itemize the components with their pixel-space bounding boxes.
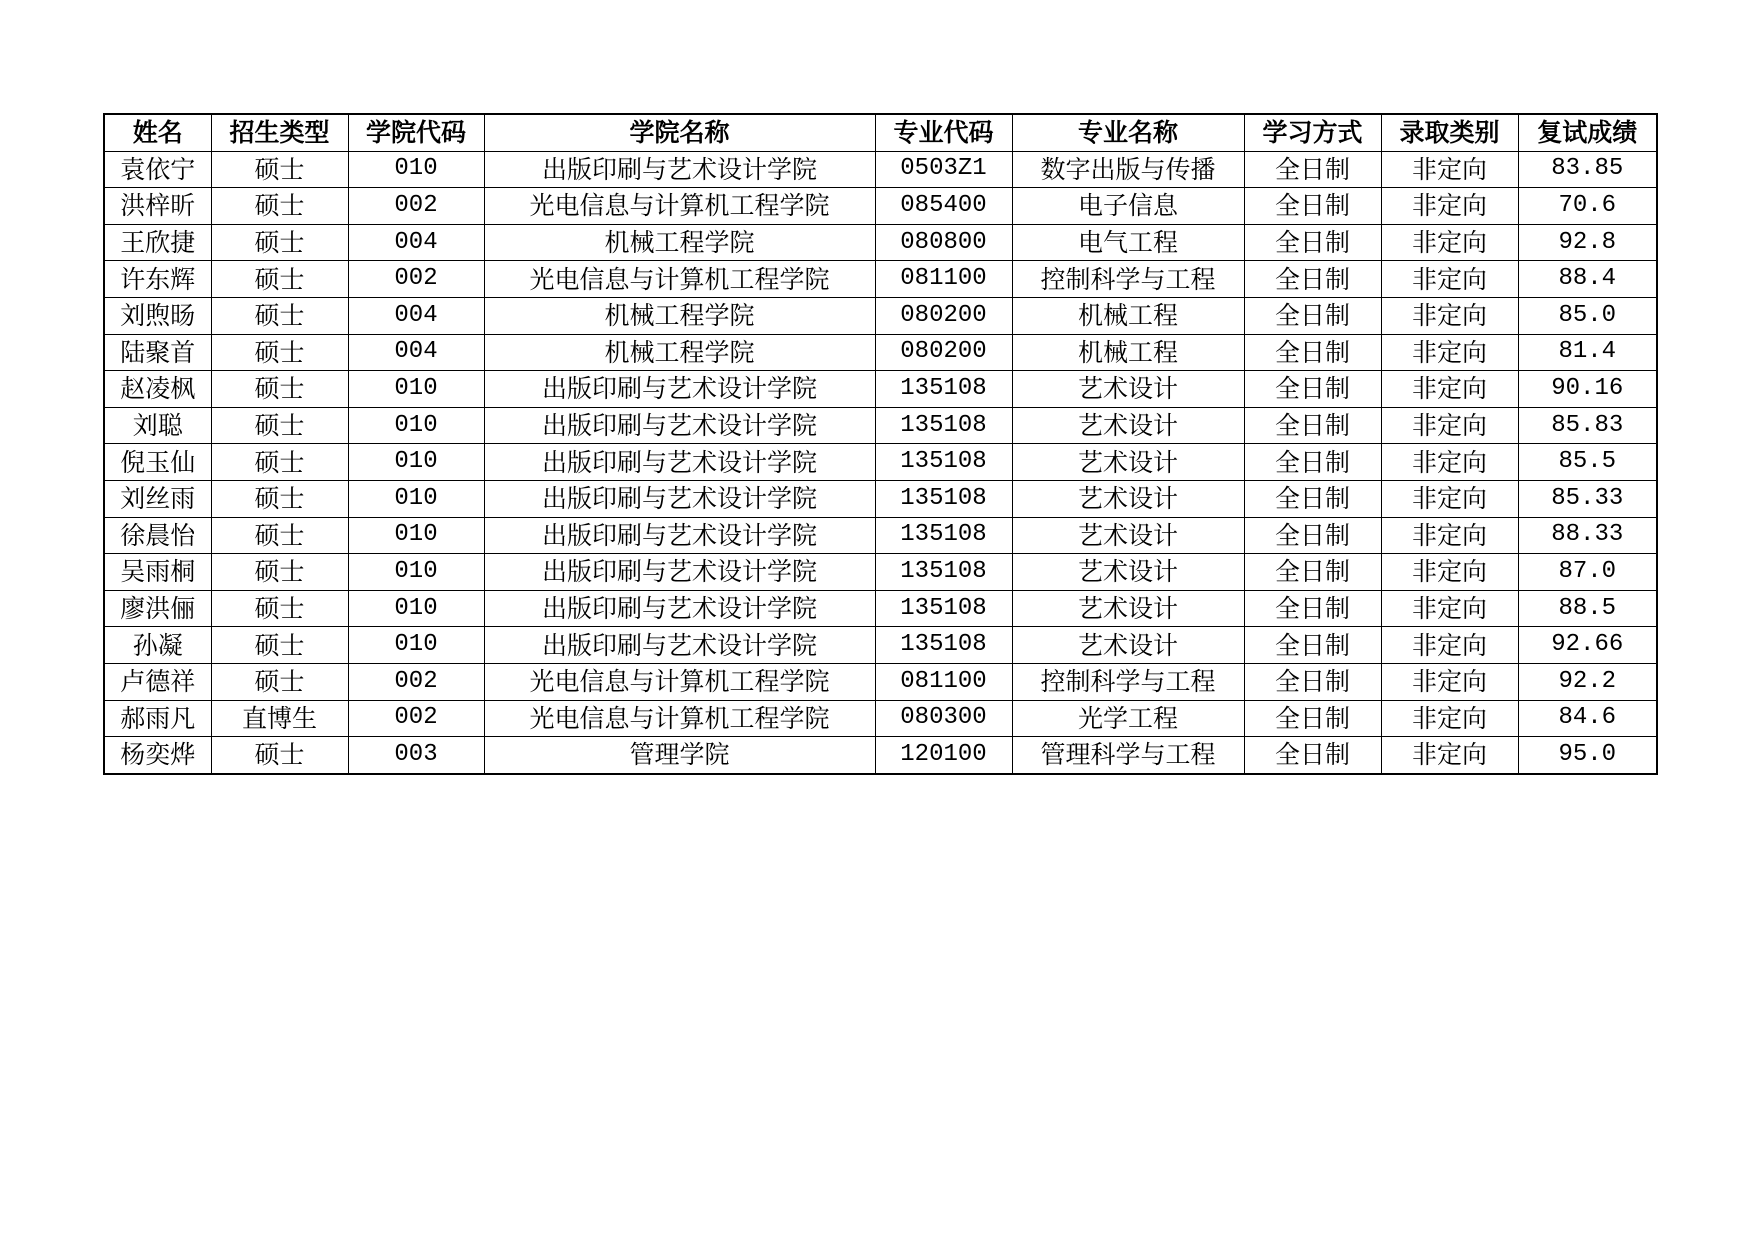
retest-score-cell: 88.5 — [1518, 590, 1657, 627]
study-mode-cell: 全日制 — [1244, 663, 1381, 700]
college-name-cell: 光电信息与计算机工程学院 — [484, 663, 875, 700]
enrollment-type-cell: 硕士 — [211, 151, 348, 188]
table-header-row — [104, 114, 1657, 151]
admission-category-cell: 非定向 — [1381, 188, 1518, 225]
study-mode-cell: 全日制 — [1244, 737, 1381, 774]
major-name-cell: 艺术设计 — [1012, 517, 1244, 554]
college-name-cell: 出版印刷与艺术设计学院 — [484, 480, 875, 517]
major-code-cell: 0503Z1 — [875, 151, 1012, 188]
college-code-cell: 010 — [348, 371, 484, 408]
retest-score-cell: 95.0 — [1518, 737, 1657, 774]
major-name-cell: 控制科学与工程 — [1012, 261, 1244, 298]
study-mode-cell: 全日制 — [1244, 261, 1381, 298]
enrollment-type-cell: 直博生 — [211, 700, 348, 737]
college-name-cell: 出版印刷与艺术设计学院 — [484, 517, 875, 554]
major-name-cell: 艺术设计 — [1012, 554, 1244, 591]
study-mode-cell: 全日制 — [1244, 297, 1381, 334]
college-name-cell: 机械工程学院 — [484, 297, 875, 334]
study-mode-cell: 全日制 — [1244, 188, 1381, 225]
college-name-cell: 机械工程学院 — [484, 334, 875, 371]
major-name-cell: 艺术设计 — [1012, 627, 1244, 664]
major-name-cell: 机械工程 — [1012, 334, 1244, 371]
table-row — [104, 224, 1657, 261]
enrollment-type-cell: 硕士 — [211, 407, 348, 444]
table-row — [104, 554, 1657, 591]
header-college-name: 学院名称 — [484, 114, 875, 151]
table-row — [104, 297, 1657, 334]
table-body — [104, 151, 1657, 774]
name-cell: 廖洪俪 — [104, 590, 211, 627]
college-code-cell: 010 — [348, 444, 484, 481]
name-cell: 刘丝雨 — [104, 480, 211, 517]
enrollment-type-cell: 硕士 — [211, 188, 348, 225]
college-code-cell: 010 — [348, 517, 484, 554]
enrollment-type-cell: 硕士 — [211, 554, 348, 591]
major-name-cell: 光学工程 — [1012, 700, 1244, 737]
major-code-cell: 080200 — [875, 297, 1012, 334]
retest-score-cell: 92.2 — [1518, 663, 1657, 700]
enrollment-type-cell: 硕士 — [211, 480, 348, 517]
major-code-cell: 135108 — [875, 554, 1012, 591]
major-name-cell: 控制科学与工程 — [1012, 663, 1244, 700]
admission-category-cell: 非定向 — [1381, 297, 1518, 334]
college-name-cell: 出版印刷与艺术设计学院 — [484, 627, 875, 664]
college-code-cell: 010 — [348, 554, 484, 591]
admission-category-cell: 非定向 — [1381, 590, 1518, 627]
study-mode-cell: 全日制 — [1244, 151, 1381, 188]
college-code-cell: 002 — [348, 188, 484, 225]
name-cell: 赵凌枫 — [104, 371, 211, 408]
enrollment-type-cell: 硕士 — [211, 737, 348, 774]
retest-score-cell: 90.16 — [1518, 371, 1657, 408]
table-row — [104, 334, 1657, 371]
retest-score-cell: 92.66 — [1518, 627, 1657, 664]
admission-category-cell: 非定向 — [1381, 334, 1518, 371]
study-mode-cell: 全日制 — [1244, 334, 1381, 371]
study-mode-cell: 全日制 — [1244, 480, 1381, 517]
college-name-cell: 出版印刷与艺术设计学院 — [484, 444, 875, 481]
name-cell: 洪梓昕 — [104, 188, 211, 225]
header-enrollment-type: 招生类型 — [211, 114, 348, 151]
name-cell: 陆聚首 — [104, 334, 211, 371]
college-name-cell: 出版印刷与艺术设计学院 — [484, 151, 875, 188]
admission-category-cell: 非定向 — [1381, 371, 1518, 408]
study-mode-cell: 全日制 — [1244, 407, 1381, 444]
major-code-cell: 080200 — [875, 334, 1012, 371]
study-mode-cell: 全日制 — [1244, 444, 1381, 481]
admission-category-cell: 非定向 — [1381, 444, 1518, 481]
college-name-cell: 机械工程学院 — [484, 224, 875, 261]
admission-table — [103, 113, 1658, 775]
major-code-cell: 080300 — [875, 700, 1012, 737]
major-name-cell: 艺术设计 — [1012, 480, 1244, 517]
major-name-cell: 机械工程 — [1012, 297, 1244, 334]
college-code-cell: 004 — [348, 224, 484, 261]
enrollment-type-cell: 硕士 — [211, 371, 348, 408]
retest-score-cell: 85.33 — [1518, 480, 1657, 517]
retest-score-cell: 85.0 — [1518, 297, 1657, 334]
retest-score-cell: 81.4 — [1518, 334, 1657, 371]
header-college-code: 学院代码 — [348, 114, 484, 151]
admission-category-cell: 非定向 — [1381, 700, 1518, 737]
major-name-cell: 管理科学与工程 — [1012, 737, 1244, 774]
study-mode-cell: 全日制 — [1244, 700, 1381, 737]
admission-category-cell: 非定向 — [1381, 737, 1518, 774]
major-code-cell: 135108 — [875, 480, 1012, 517]
major-name-cell: 数字出版与传播 — [1012, 151, 1244, 188]
college-name-cell: 管理学院 — [484, 737, 875, 774]
name-cell: 孙凝 — [104, 627, 211, 664]
name-cell: 袁依宁 — [104, 151, 211, 188]
study-mode-cell: 全日制 — [1244, 554, 1381, 591]
table-row — [104, 737, 1657, 774]
study-mode-cell: 全日制 — [1244, 590, 1381, 627]
major-code-cell: 080800 — [875, 224, 1012, 261]
name-cell: 王欣捷 — [104, 224, 211, 261]
admission-category-cell: 非定向 — [1381, 480, 1518, 517]
table-row — [104, 700, 1657, 737]
admission-category-cell: 非定向 — [1381, 224, 1518, 261]
major-code-cell: 135108 — [875, 407, 1012, 444]
header-study-mode: 学习方式 — [1244, 114, 1381, 151]
college-name-cell: 出版印刷与艺术设计学院 — [484, 590, 875, 627]
table-row — [104, 151, 1657, 188]
name-cell: 倪玉仙 — [104, 444, 211, 481]
major-code-cell: 081100 — [875, 663, 1012, 700]
header-major-code: 专业代码 — [875, 114, 1012, 151]
retest-score-cell: 70.6 — [1518, 188, 1657, 225]
admission-category-cell: 非定向 — [1381, 627, 1518, 664]
college-name-cell: 光电信息与计算机工程学院 — [484, 261, 875, 298]
name-cell: 吴雨桐 — [104, 554, 211, 591]
major-code-cell: 081100 — [875, 261, 1012, 298]
college-code-cell: 004 — [348, 334, 484, 371]
admission-category-cell: 非定向 — [1381, 663, 1518, 700]
table-row — [104, 407, 1657, 444]
name-cell: 徐晨怡 — [104, 517, 211, 554]
enrollment-type-cell: 硕士 — [211, 663, 348, 700]
major-name-cell: 艺术设计 — [1012, 371, 1244, 408]
admission-category-cell: 非定向 — [1381, 554, 1518, 591]
header-major-name: 专业名称 — [1012, 114, 1244, 151]
major-code-cell: 135108 — [875, 371, 1012, 408]
enrollment-type-cell: 硕士 — [211, 444, 348, 481]
retest-score-cell: 85.5 — [1518, 444, 1657, 481]
table-row — [104, 371, 1657, 408]
college-code-cell: 010 — [348, 590, 484, 627]
college-code-cell: 003 — [348, 737, 484, 774]
name-cell: 刘煦旸 — [104, 297, 211, 334]
table-row — [104, 517, 1657, 554]
study-mode-cell: 全日制 — [1244, 517, 1381, 554]
name-cell: 许东辉 — [104, 261, 211, 298]
college-name-cell: 出版印刷与艺术设计学院 — [484, 554, 875, 591]
college-name-cell: 出版印刷与艺术设计学院 — [484, 407, 875, 444]
college-name-cell: 光电信息与计算机工程学院 — [484, 700, 875, 737]
college-code-cell: 010 — [348, 407, 484, 444]
college-name-cell: 出版印刷与艺术设计学院 — [484, 371, 875, 408]
study-mode-cell: 全日制 — [1244, 371, 1381, 408]
enrollment-type-cell: 硕士 — [211, 590, 348, 627]
retest-score-cell: 85.83 — [1518, 407, 1657, 444]
major-code-cell: 135108 — [875, 444, 1012, 481]
college-code-cell: 004 — [348, 297, 484, 334]
college-code-cell: 010 — [348, 151, 484, 188]
college-code-cell: 002 — [348, 261, 484, 298]
major-code-cell: 120100 — [875, 737, 1012, 774]
college-code-cell: 010 — [348, 627, 484, 664]
retest-score-cell: 92.8 — [1518, 224, 1657, 261]
header-admission-category: 录取类别 — [1381, 114, 1518, 151]
table-row — [104, 261, 1657, 298]
college-name-cell: 光电信息与计算机工程学院 — [484, 188, 875, 225]
major-name-cell: 艺术设计 — [1012, 590, 1244, 627]
header-name: 姓名 — [104, 114, 211, 151]
admission-category-cell: 非定向 — [1381, 261, 1518, 298]
admission-list-sheet — [103, 113, 1656, 775]
enrollment-type-cell: 硕士 — [211, 517, 348, 554]
major-code-cell: 135108 — [875, 590, 1012, 627]
table-row — [104, 627, 1657, 664]
college-code-cell: 002 — [348, 663, 484, 700]
enrollment-type-cell: 硕士 — [211, 627, 348, 664]
study-mode-cell: 全日制 — [1244, 627, 1381, 664]
admission-category-cell: 非定向 — [1381, 517, 1518, 554]
major-name-cell: 电子信息 — [1012, 188, 1244, 225]
header-retest-score: 复试成绩 — [1518, 114, 1657, 151]
table-row — [104, 590, 1657, 627]
name-cell: 杨奕烨 — [104, 737, 211, 774]
name-cell: 郝雨凡 — [104, 700, 211, 737]
admission-category-cell: 非定向 — [1381, 151, 1518, 188]
name-cell: 卢德祥 — [104, 663, 211, 700]
retest-score-cell: 84.6 — [1518, 700, 1657, 737]
admission-category-cell: 非定向 — [1381, 407, 1518, 444]
major-code-cell: 135108 — [875, 627, 1012, 664]
retest-score-cell: 88.4 — [1518, 261, 1657, 298]
retest-score-cell: 83.85 — [1518, 151, 1657, 188]
name-cell: 刘聪 — [104, 407, 211, 444]
enrollment-type-cell: 硕士 — [211, 297, 348, 334]
retest-score-cell: 87.0 — [1518, 554, 1657, 591]
retest-score-cell: 88.33 — [1518, 517, 1657, 554]
study-mode-cell: 全日制 — [1244, 224, 1381, 261]
table-row — [104, 663, 1657, 700]
major-code-cell: 085400 — [875, 188, 1012, 225]
enrollment-type-cell: 硕士 — [211, 261, 348, 298]
enrollment-type-cell: 硕士 — [211, 224, 348, 261]
table-row — [104, 188, 1657, 225]
major-code-cell: 135108 — [875, 517, 1012, 554]
major-name-cell: 电气工程 — [1012, 224, 1244, 261]
major-name-cell: 艺术设计 — [1012, 444, 1244, 481]
college-code-cell: 010 — [348, 480, 484, 517]
table-row — [104, 444, 1657, 481]
college-code-cell: 002 — [348, 700, 484, 737]
enrollment-type-cell: 硕士 — [211, 334, 348, 371]
table-row — [104, 480, 1657, 517]
major-name-cell: 艺术设计 — [1012, 407, 1244, 444]
